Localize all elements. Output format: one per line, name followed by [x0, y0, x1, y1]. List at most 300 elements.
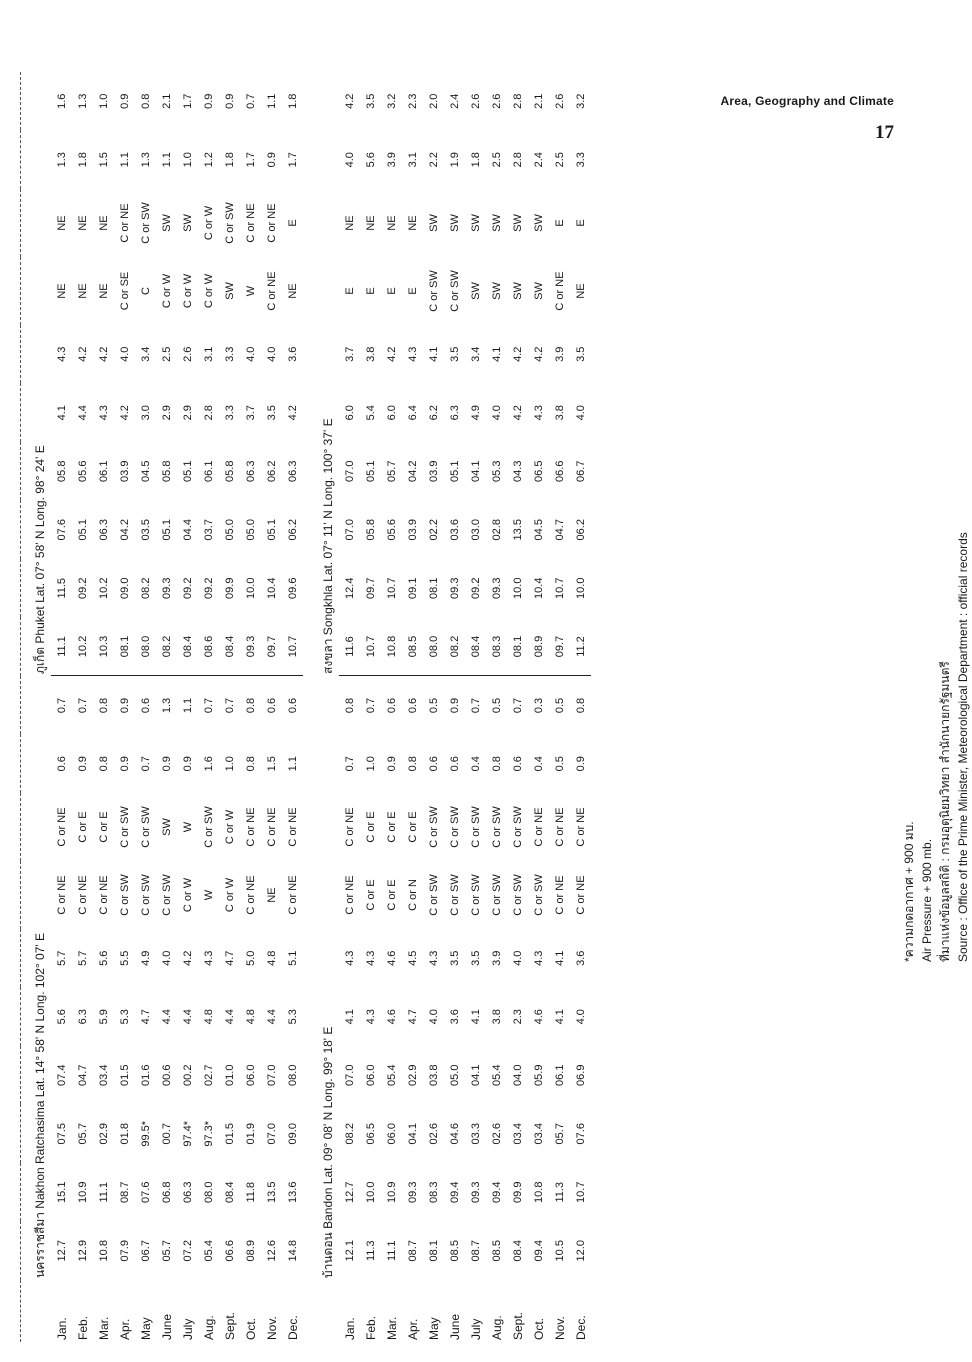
table-row: [423, 72, 444, 1342]
table-cell: 05.6: [385, 519, 398, 541]
table-cell: 1.6: [55, 93, 68, 109]
table-cell: 4.2: [286, 405, 299, 421]
table-cell: 5.3: [118, 1009, 131, 1025]
table-cell: 2.5: [490, 152, 503, 168]
table-cell: 3.5: [364, 93, 377, 109]
table-cell: 4.1: [427, 346, 440, 362]
table-cell: 0.6: [448, 756, 461, 772]
table-cell: NE: [97, 215, 110, 231]
table-row: [402, 72, 423, 1342]
table-cell: 6.0: [343, 405, 356, 421]
table-cell: 09.3: [469, 1181, 482, 1203]
table-cell: 4.0: [265, 346, 278, 362]
table-cell: W: [244, 285, 257, 297]
table-cell: 09.7: [261, 618, 282, 677]
table-cell: SW: [532, 282, 545, 300]
table-cell: SW: [223, 282, 236, 300]
station-name: บ้านดอน Bandon Lat. 09° 08' N Long. 99° 18' E: [320, 1026, 335, 1278]
page-number: 17: [875, 122, 894, 143]
table-cell: C or NE: [118, 203, 131, 243]
table-cell: 0.5: [553, 756, 566, 772]
table-cell: C or NE: [286, 875, 299, 915]
table-cell: 2.8: [511, 152, 524, 168]
table-cell: 1.1: [286, 756, 299, 772]
table-cell: 06.7: [574, 460, 587, 482]
table-cell: 06.7: [139, 1240, 152, 1262]
table-cell: 12.6: [265, 1240, 278, 1262]
table-cell: 5.9: [97, 1009, 110, 1025]
table-cell: 11.3: [364, 1240, 377, 1262]
table-cell: 05.3: [490, 460, 503, 482]
table-cell: 09.3: [160, 577, 173, 599]
month-label: Nov.: [264, 1316, 279, 1340]
table-cell: 10.8: [381, 618, 402, 677]
table-cell: 09.4: [532, 1240, 545, 1262]
table-cell: 08.0: [423, 618, 444, 677]
table-cell: 04.2: [406, 460, 419, 482]
table-cell: 1.3: [76, 93, 89, 109]
table-cell: SW: [490, 282, 503, 300]
table-cell: 01.0: [223, 1064, 236, 1086]
table-cell: 04.7: [553, 519, 566, 541]
table-cell: 01.9: [244, 1123, 257, 1145]
table-cell: 0.3: [532, 697, 545, 714]
table-cell: 04.1: [469, 460, 482, 482]
table-cell: 3.6: [574, 950, 587, 966]
table-cell: NE: [364, 215, 377, 231]
table-row: [549, 72, 570, 1342]
table-row: [198, 72, 219, 1342]
table-cell: 0.6: [139, 697, 152, 714]
table-cell: 08.0: [286, 1064, 299, 1086]
table-cell: 03.4: [511, 1123, 524, 1145]
station-name: สงขลา Songkhla Lat. 07° 11' N Long. 100° 37' E: [320, 418, 335, 674]
table-cell: E: [553, 219, 566, 227]
table-cell: 01.5: [223, 1123, 236, 1145]
table-cell: C or SW: [427, 874, 440, 916]
table-cell: 4.0: [574, 1009, 587, 1025]
table-cell: C or W: [223, 809, 236, 845]
table-cell: 05.1: [76, 519, 89, 541]
table-cell: 4.9: [469, 405, 482, 421]
table-cell: 2.6: [181, 346, 194, 362]
table-cell: 06.3: [181, 1181, 194, 1203]
table-row: [156, 72, 177, 1342]
table-cell: 07.0: [343, 519, 356, 541]
table-cell: 0.7: [244, 93, 257, 109]
table-cell: 2.1: [160, 93, 173, 109]
table-cell: 4.0: [427, 1009, 440, 1025]
table-cell: 4.0: [160, 950, 173, 966]
table-cell: 04.1: [406, 1123, 419, 1145]
table-cell: C or NE: [343, 807, 356, 847]
table-cell: 05.1: [181, 460, 194, 482]
table-cell: 0.9: [118, 756, 131, 772]
table-cell: 1.7: [286, 152, 299, 168]
table-cell: 00.7: [160, 1123, 173, 1145]
table-cell: 09.0: [118, 577, 131, 599]
table-cell: 4.0: [490, 405, 503, 421]
table-cell: W: [181, 821, 194, 833]
table-cell: 05.7: [76, 1123, 89, 1145]
table-cell: 1.8: [223, 152, 236, 168]
table-row: [339, 72, 360, 1342]
table-cell: 12.7: [343, 1181, 356, 1203]
table-cell: 12.9: [76, 1240, 89, 1262]
table-cell: 05.8: [364, 519, 377, 541]
table-cell: 05.6: [76, 460, 89, 482]
table-cell: 06.1: [553, 1064, 566, 1086]
table-cell: 04.0: [511, 1064, 524, 1086]
table-cell: C or W: [202, 205, 215, 241]
table-cell: E: [286, 219, 299, 227]
table-cell: 2.9: [181, 405, 194, 421]
table-cell: C or SW: [139, 202, 152, 244]
table-cell: 0.8: [244, 697, 257, 714]
table-cell: 2.3: [406, 93, 419, 109]
table-cell: 0.6: [511, 756, 524, 772]
table-cell: 2.9: [160, 405, 173, 421]
table-cell: 06.3: [244, 460, 257, 482]
table-cell: 4.3: [427, 950, 440, 966]
table-row: [486, 72, 507, 1342]
climate-table: [20, 72, 591, 1342]
table-cell: 4.1: [553, 1009, 566, 1025]
table-cell: SW: [160, 214, 173, 232]
table-cell: 3.2: [385, 93, 398, 109]
table-cell: C or SW: [427, 270, 440, 312]
table-cell: 3.0: [139, 405, 152, 421]
table-cell: C or NE: [574, 807, 587, 847]
table-cell: 11.2: [570, 618, 591, 677]
table-cell: 06.3: [286, 460, 299, 482]
table-cell: 10.9: [76, 1181, 89, 1203]
table-cell: 09.3: [490, 577, 503, 599]
table-cell: C or E: [97, 811, 110, 843]
table-cell: 05.9: [532, 1064, 545, 1086]
table-cell: 3.9: [385, 152, 398, 168]
table-cell: 0.7: [139, 756, 152, 772]
table-cell: 06.3: [97, 519, 110, 541]
table-cell: 02.7: [202, 1064, 215, 1086]
table-cell: 10.7: [282, 618, 303, 677]
table-cell: 4.5: [406, 950, 419, 966]
table-cell: 0.8: [244, 756, 257, 772]
table-cell: 06.2: [574, 519, 587, 541]
table-cell: 06.1: [202, 460, 215, 482]
table-cell: 0.5: [553, 697, 566, 714]
table-cell: NE: [55, 215, 68, 231]
table-cell: C or E: [385, 879, 398, 911]
table-cell: 2.1: [532, 93, 545, 109]
table-cell: 1.0: [364, 756, 377, 772]
table-cell: 4.2: [385, 346, 398, 362]
table-cell: 4.2: [511, 405, 524, 421]
table-cell: 0.7: [469, 697, 482, 714]
month-label: Mar.: [384, 1316, 399, 1340]
table-cell: 03.7: [202, 519, 215, 541]
table-cell: 09.3: [240, 618, 261, 677]
table-cell: 0.9: [202, 93, 215, 109]
table-cell: 01.6: [139, 1064, 152, 1086]
table-cell: 12.0: [574, 1240, 587, 1262]
table-cell: 0.9: [448, 697, 461, 714]
table-cell: 5.6: [364, 152, 377, 168]
table-cell: 1.3: [139, 152, 152, 168]
table-cell: 0.8: [97, 697, 110, 714]
footnotes: [900, 532, 972, 962]
table-cell: 01.5: [118, 1064, 131, 1086]
table-cell: NE: [265, 887, 278, 903]
table-cell: NE: [574, 283, 587, 299]
table-cell: 2.8: [202, 405, 215, 421]
table-cell: 0.8: [406, 756, 419, 772]
table-cell: C or NE: [97, 875, 110, 915]
table-cell: 10.4: [532, 577, 545, 599]
table-cell: 4.3: [532, 950, 545, 966]
table-cell: 4.1: [553, 950, 566, 966]
table-cell: 2.5: [160, 346, 173, 362]
table-cell: 07.4: [55, 1064, 68, 1086]
table-cell: 05.4: [202, 1240, 215, 1262]
table-cell: 08.7: [118, 1181, 131, 1203]
table-cell: 04.5: [532, 519, 545, 541]
table-cell: 06.0: [244, 1064, 257, 1086]
month-label: Feb.: [75, 1315, 90, 1340]
table-cell: 3.7: [244, 405, 257, 421]
table-cell: 09.7: [364, 577, 377, 599]
station-header-row: [317, 72, 339, 1342]
table-cell: 05.1: [265, 519, 278, 541]
table-cell: C or SW: [490, 874, 503, 916]
table-cell: 4.2: [343, 93, 356, 109]
table-cell: W: [202, 889, 215, 901]
table-cell: 08.3: [427, 1181, 440, 1203]
table-cell: 08.5: [490, 1240, 503, 1262]
station-name: ภูเก็ต Phuket Lat. 07° 58' N Long. 98° 24' E: [32, 445, 47, 674]
table-cell: 4.3: [406, 346, 419, 362]
table-cell: 07.2: [181, 1240, 194, 1262]
table-cell: 06.1: [97, 460, 110, 482]
month-label: June: [159, 1313, 174, 1340]
table-cell: 2.3: [511, 1009, 524, 1025]
table-cell: C or E: [76, 811, 89, 843]
table-cell: 05.8: [55, 460, 68, 482]
table-cell: 2.6: [553, 93, 566, 109]
table-cell: 03.4: [532, 1123, 545, 1145]
table-cell: C or SW: [448, 806, 461, 848]
table-cell: E: [385, 287, 398, 295]
table-cell: 3.7: [343, 346, 356, 362]
table-cell: 0.5: [427, 697, 440, 714]
table-row: [528, 72, 549, 1342]
table-cell: 11.8: [244, 1181, 257, 1203]
table-cell: 04.5: [139, 460, 152, 482]
table-cell: 3.6: [448, 1009, 461, 1025]
table-cell: 4.0: [118, 346, 131, 362]
table-cell: 4.1: [55, 405, 68, 421]
table-cell: 4.0: [511, 950, 524, 966]
table-cell: 06.2: [265, 460, 278, 482]
table-cell: 3.4: [139, 346, 152, 362]
table-cell: 4.1: [490, 346, 503, 362]
table-cell: 5.7: [55, 950, 68, 966]
table-cell: 4.2: [76, 346, 89, 362]
table-cell: 0.9: [181, 756, 194, 772]
table-cell: C or NE: [244, 875, 257, 915]
table-cell: 4.6: [385, 950, 398, 966]
table-cell: 02.6: [427, 1123, 440, 1145]
table-cell: C or W: [181, 273, 194, 309]
table-cell: 03.0: [469, 519, 482, 541]
table-cell: 1.3: [160, 697, 173, 714]
table-cell: 6.2: [427, 405, 440, 421]
table-cell: 4.3: [364, 1009, 377, 1025]
table-cell: 3.5: [265, 405, 278, 421]
table-cell: 1.1: [181, 697, 194, 714]
table-cell: 10.5: [553, 1240, 566, 1262]
table-cell: 1.1: [265, 93, 278, 109]
table-cell: 10.0: [574, 577, 587, 599]
table-cell: 08.0: [135, 618, 156, 677]
table-cell: 08.5: [448, 1240, 461, 1262]
table-cell: 09.4: [490, 1181, 503, 1203]
table-cell: 07.0: [343, 1064, 356, 1086]
table-cell: 09.3: [406, 1181, 419, 1203]
table-cell: 3.4: [469, 346, 482, 362]
month-label: Jan.: [54, 1317, 69, 1340]
table-cell: SW: [448, 214, 461, 232]
table-cell: 2.6: [490, 93, 503, 109]
table-cell: 4.6: [385, 1009, 398, 1025]
table-cell: 08.1: [114, 618, 135, 677]
table-cell: 09.2: [181, 577, 194, 599]
table-cell: C or SW: [118, 806, 131, 848]
table-cell: C or SW: [511, 874, 524, 916]
table-cell: 3.8: [490, 1009, 503, 1025]
table-cell: 08.4: [219, 618, 240, 677]
month-label: Feb.: [363, 1315, 378, 1340]
table-cell: NE: [406, 215, 419, 231]
table-cell: 00.6: [160, 1064, 173, 1086]
table-cell: 05.0: [448, 1064, 461, 1086]
table-cell: 10.7: [574, 1181, 587, 1203]
table-cell: 0.9: [118, 697, 131, 714]
table-cell: 4.3: [343, 950, 356, 966]
table-cell: 08.7: [406, 1240, 419, 1262]
table-cell: 3.5: [448, 346, 461, 362]
table-row: [177, 72, 198, 1342]
table-cell: 03.5: [139, 519, 152, 541]
table-cell: 2.0: [427, 93, 440, 109]
table-cell: 3.6: [286, 346, 299, 362]
table-cell: 1.1: [160, 152, 173, 168]
table-cell: 1.0: [223, 756, 236, 772]
table-cell: 11.5: [55, 577, 68, 599]
table-cell: 99.5*: [139, 1120, 152, 1147]
table-cell: 03.8: [427, 1064, 440, 1086]
table-row: [570, 72, 591, 1342]
table-cell: 4.2: [97, 346, 110, 362]
table-cell: NE: [76, 283, 89, 299]
table-cell: 10.2: [72, 618, 93, 677]
table-cell: 09.0: [286, 1123, 299, 1145]
table-cell: 09.4: [448, 1181, 461, 1203]
table-cell: NE: [97, 283, 110, 299]
table-cell: NE: [76, 215, 89, 231]
table-cell: 4.0: [574, 405, 587, 421]
table-cell: 08.4: [465, 618, 486, 677]
table-cell: SW: [511, 282, 524, 300]
table-cell: C or SW: [448, 874, 461, 916]
table-cell: 6.4: [406, 405, 419, 421]
table-row: [282, 72, 303, 1342]
month-label: Mar.: [96, 1316, 111, 1340]
table-cell: 2.4: [448, 93, 461, 109]
table-cell: 11.1: [51, 618, 72, 677]
table-cell: 06.8: [160, 1181, 173, 1203]
table-cell: 13.5: [511, 519, 524, 541]
table-cell: 06.6: [223, 1240, 236, 1262]
table-cell: 07.5: [55, 1123, 68, 1145]
table-row: [93, 72, 114, 1342]
table-cell: 1.6: [202, 756, 215, 772]
table-cell: 3.9: [553, 346, 566, 362]
table-cell: 0.7: [343, 756, 356, 772]
table-cell: 05.1: [364, 460, 377, 482]
table-cell: 4.2: [511, 346, 524, 362]
table-cell: 4.9: [139, 950, 152, 966]
table-cell: 08.4: [177, 618, 198, 677]
table-cell: 0.8: [490, 756, 503, 772]
table-cell: 05.8: [223, 460, 236, 482]
table-cell: 10.2: [97, 577, 110, 599]
table-cell: 09.2: [469, 577, 482, 599]
table-cell: 09.6: [286, 577, 299, 599]
table-cell: 11.1: [385, 1240, 398, 1262]
table-row: [261, 72, 282, 1342]
table-cell: 06.9: [574, 1064, 587, 1086]
table-cell: C or NE: [574, 875, 587, 915]
table-cell: 3.3: [223, 405, 236, 421]
table-cell: C or W: [160, 273, 173, 309]
table-cell: 4.2: [118, 405, 131, 421]
table-cell: E: [406, 287, 419, 295]
table-cell: 09.3: [448, 577, 461, 599]
table-cell: 08.6: [198, 618, 219, 677]
table-cell: 07.9: [118, 1240, 131, 1262]
month-label: July: [180, 1318, 195, 1340]
table-cell: 09.1: [406, 577, 419, 599]
table-cell: 3.5: [448, 950, 461, 966]
table-cell: SW: [469, 282, 482, 300]
month-label: May: [426, 1317, 441, 1340]
table-cell: 0.7: [511, 697, 524, 714]
table-cell: 4.4: [160, 1009, 173, 1025]
table-cell: 4.3: [97, 405, 110, 421]
table-cell: 0.8: [97, 756, 110, 772]
footnote-air-pressure: Air Pressure + 900 mb.: [920, 838, 934, 962]
table-cell: C or W: [202, 273, 215, 309]
table-row: [219, 72, 240, 1342]
table-cell: C or NE: [286, 807, 299, 847]
table-cell: 0.9: [385, 756, 398, 772]
table-cell: 1.9: [448, 152, 461, 168]
table-cell: 1.7: [181, 93, 194, 109]
table-cell: 4.3: [532, 405, 545, 421]
footnote-source: Source : Office of the Prime Minister, Meteorological Department : official records: [956, 532, 970, 962]
table-cell: 4.8: [265, 950, 278, 966]
